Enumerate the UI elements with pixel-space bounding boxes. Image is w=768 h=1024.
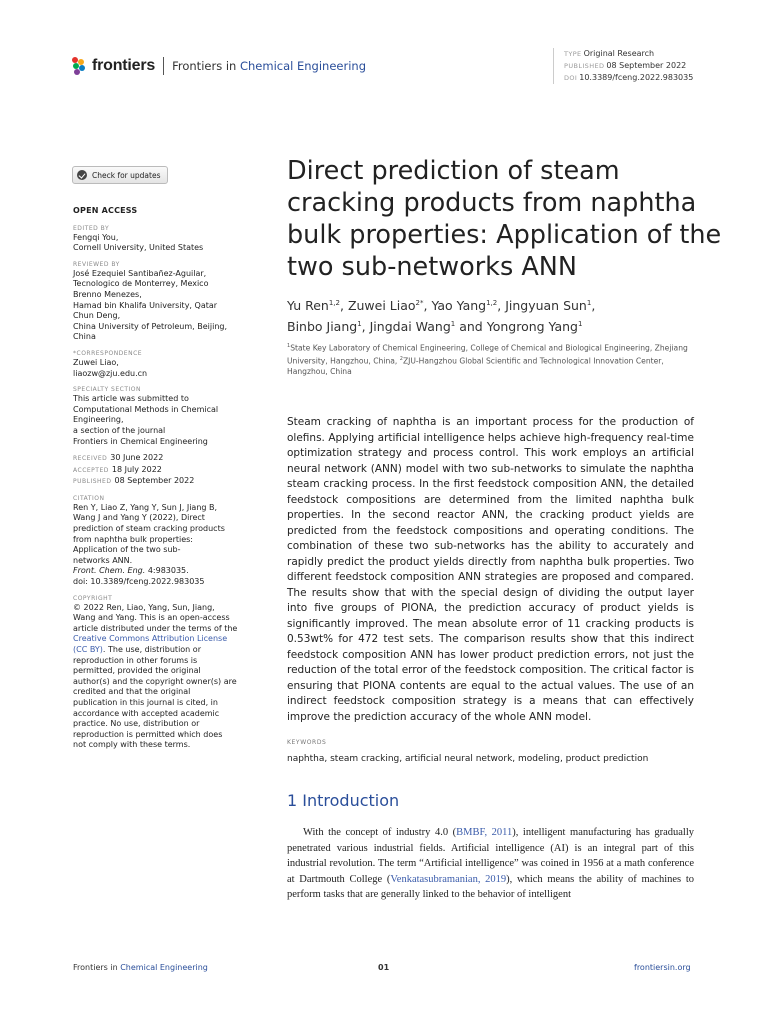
page-number: 01 (378, 963, 390, 972)
dates-section: RECEIVED 30 June 2022 ACCEPTED 18 July 2022 PUBLISHED 08 September 2022 (73, 453, 195, 486)
cc-by-link[interactable]: (CC BY) (73, 645, 103, 654)
copyright-section: COPYRIGHT © 2022 Ren, Liao, Yang, Sun, Jiang, Wang and Yang. This is an open-access article distributed under the terms of the Creative Commons Attribution License (CC BY). The use, distribution or reproduction in other forums is permitted, provided the original author(s) and the copyright owner(s) are credited and that the original publication in this journal is cited, in accordance with accepted academic practice. No use, distribution or reproduction is permitted which does not comply with these terms. (73, 594, 243, 751)
keywords: naphtha, steam cracking, artificial neural network, modeling, product prediction (287, 754, 649, 764)
author[interactable]: Zuwei Liao$^{2*}$ (347, 298, 424, 314)
correspondence-email[interactable]: liaozw@zju.edu.cn (73, 368, 148, 378)
article-doi[interactable]: DOI 10.3389/fceng.2022.983035 (564, 73, 694, 82)
keywords-label: KEYWORDS (287, 739, 327, 746)
edited-by-section: EDITED BY Fengqi You, Cornell University, United States (73, 224, 204, 253)
logo-dot-purple (74, 69, 80, 75)
frontiers-logo[interactable] (72, 56, 366, 76)
section-heading-introduction: 1 Introduction (287, 791, 400, 810)
author[interactable]: Jingdai Wang$^1$ (369, 319, 456, 335)
reference-link[interactable]: BMBF, 2011 (456, 827, 513, 838)
author[interactable]: Binbo Jiang$^1$ (287, 319, 362, 335)
article-title: Direct prediction of steam cracking products from naphtha bulk properties: Application of the two sub-networks ANN (287, 156, 722, 282)
open-access-label: OPEN ACCESS (73, 206, 138, 215)
article-published: PUBLISHED 08 September 2022 (564, 61, 687, 70)
abstract: Steam cracking of naphtha is an important process for the production of olefins. Applying artificial intelligence helps achieve high-frequency real-time optimization strategy and process control. This work employs an artificial neural network (ANN) model with two sub-networks to simulate the naphtha steam cracking process. In the first feedstock composition ANN, the detailed feedstock compositions are determined from the limited naphtha bulk properties. In the second reactor ANN, the cracking product yields are predicted from the feedstock compositions and operating conditions. The combination of these two sub-networks has the ability to accurately and rapidly predict the product yields directly from naphtha bulk properties. Two different feedstock composition ANN strategies are proposed and compared. The results show that with the special design of dividing the output layer into five groups of PIONA, the prediction accuracy of product yields is significantly improved. The mean absolute error of 11 cracking products is 0.53wt% for 472 test sets. The comparison results show that this indirect feedstock composition ANN has lower product prediction errors, not just the reduction of the total error of the feedstock composition. The critical factor is ensuring that PIONA contents are equal to the actual values. The use of an indirect feedstock composition strategy is a means that can effectively improve the prediction accuracy of the whole ANN model. (287, 416, 694, 723)
logo-separator (163, 57, 164, 75)
author-list: Yu Ren$^{1,2}$, Zuwei Liao$^{2*}$, Yao Yang$^{1,2}$, Jingyuan Sun$^1$, Binbo Jiang$^1$, Jingdai Wang$^1$ and Yongrong Yang$^1$ (287, 298, 596, 335)
author[interactable]: Yu Ren$^{1,2}$ (287, 298, 340, 314)
author[interactable]: Yongrong Yang$^1$ (486, 319, 583, 335)
check-updates-button[interactable] (72, 166, 168, 184)
sidebar (73, 206, 243, 757)
reviewed-by-section: REVIEWED BY José Ezequiel Santibañez-Aguilar, Tecnologico de Monterrey, Mexico Brenno Menezes, Hamad bin Khalifa University, Qatar Chun Deng, China University of Petroleum, Beijing, China (73, 260, 228, 342)
author[interactable]: Jingyuan Sun$^1$ (505, 298, 592, 314)
specialty-section: SPECIALTY SECTION This article was submitted to Computational Methods in Chemical Engineering, a section of the journal Frontiers in Chemical Engineering (73, 386, 219, 446)
reference-link[interactable]: Venkatasubramanian, 2019 (390, 873, 507, 885)
logo-dot-blue (79, 65, 85, 71)
article-type: TYPE Original Research (564, 49, 655, 58)
author[interactable]: Yao Yang$^{1,2}$ (431, 298, 498, 314)
journal-name[interactable]: Frontiers in Chemical Engineering (172, 59, 366, 73)
footer-site-link[interactable]: frontiersin.org (634, 963, 691, 972)
citation-doi[interactable]: doi: 10.3389/fceng.2022.983035 (73, 577, 205, 587)
footer-journal[interactable]: Frontiers in Chemical Engineering (73, 963, 208, 972)
affiliations: $^1$State Key Laboratory of Chemical Engineering, College of Chemical and Biological Engineering, Zhejiang University, Hangzhou, China, $^2$ZJU-Hangzhou Global Scientific and Technological Innovation Center, Hangzhou, China (287, 343, 688, 377)
check-updates-label: Check for updates (92, 170, 161, 180)
correspondence-section: *CORRESPONDENCE Zuwei Liao, liaozw@zju.edu.cn (73, 349, 243, 379)
introduction-paragraph: With the concept of industry 4.0 (BMBF, 2011), intelligent manufacturing has gradually penetrated various industrial fields. Artificial intelligence (AI) is an integral part of this industrial revolution. The term “Artificial intelligence” was coined in 1956 at a math conference at Dartmouth College (Venkatasubramanian, 2019), which means the ability of machines to perform tasks that are generally linked to the behavior of intelligent (287, 827, 694, 900)
cc-license-link[interactable]: Creative Commons Attribution License (73, 634, 228, 644)
logo-wordmark: frontiers (92, 57, 156, 74)
frontiers-logo-icon (72, 57, 88, 75)
article-meta (553, 48, 693, 84)
citation-section: CITATION Ren Y, Liao Z, Yang Y, Sun J, Jiang B, Wang J and Yang Y (2022), Direct prediction of steam cracking products from naphtha bulk properties: Application of the two sub- networks ANN. Front. Chem. Eng. 4:983035. doi: 10.3389/fceng.2022.983035 (73, 494, 243, 588)
check-icon (77, 170, 87, 180)
